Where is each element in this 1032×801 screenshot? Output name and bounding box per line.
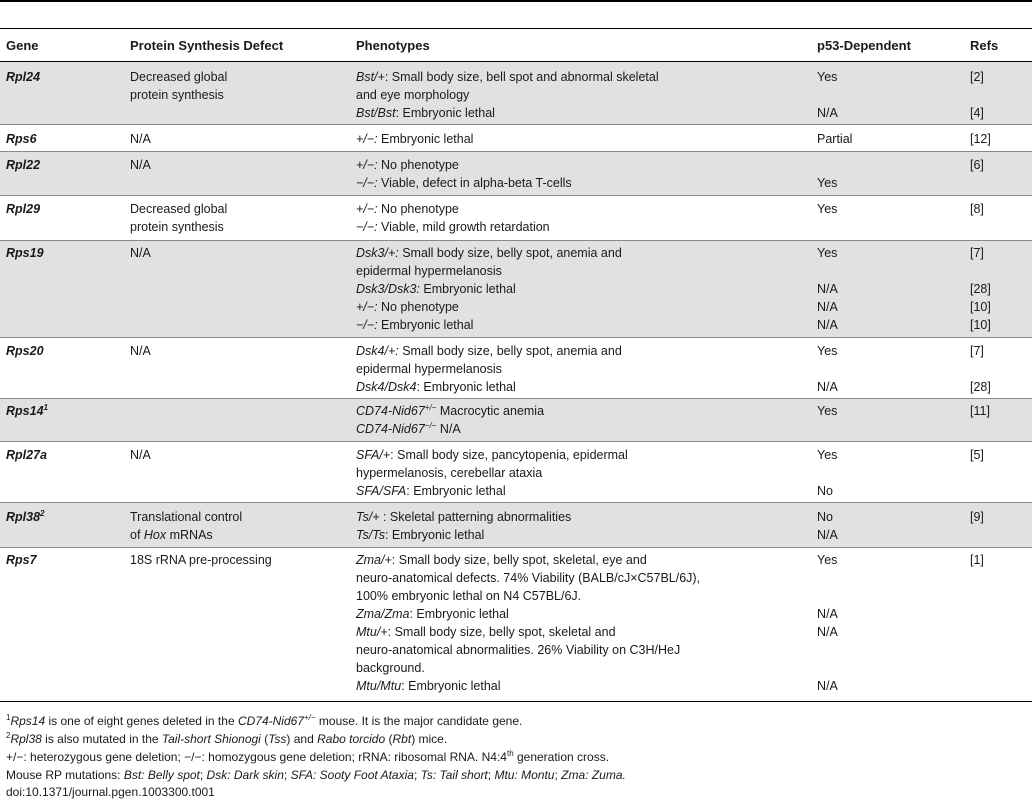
gene-name: Rps6 bbox=[6, 132, 37, 146]
doi-link[interactable]: doi:10.1371/journal.pgen.1003300.t001 bbox=[6, 785, 215, 799]
p53-value: Partial bbox=[817, 132, 853, 146]
phenotype-line: −/−: Viable, mild growth retardation bbox=[356, 220, 550, 234]
p53-value: No bbox=[817, 510, 833, 524]
phenotype-line: epidermal hypermelanosis bbox=[356, 362, 502, 376]
phenotype-line: Bst/+: Small body size, bell spot and abnormal skeletal bbox=[356, 70, 659, 84]
phenotype-line: +/−: No phenotype bbox=[356, 202, 459, 216]
phenotype-line: Mtu/Mtu: Embryonic lethal bbox=[356, 679, 501, 693]
gene-name: Rpl29 bbox=[6, 202, 41, 216]
p53-value: N/A bbox=[817, 528, 838, 542]
reference: [9] bbox=[970, 510, 984, 524]
p53-value: N/A bbox=[817, 318, 838, 332]
row-divider bbox=[0, 151, 1032, 152]
phenotype-line: CD74-Nid67−/− N/A bbox=[356, 420, 461, 436]
row-divider bbox=[0, 337, 1032, 338]
row-divider bbox=[0, 398, 1032, 399]
reference: [7] bbox=[970, 344, 984, 358]
p53-value: Yes bbox=[817, 404, 838, 418]
p53-value: N/A bbox=[817, 282, 838, 296]
phenotype-line: Dsk4/+: Small body size, belly spot, anemia and bbox=[356, 344, 622, 358]
gene-name: Rpl27a bbox=[6, 448, 47, 462]
gene-name: Rps19 bbox=[6, 246, 44, 260]
header-protein-synthesis-defect: Protein Synthesis Defect bbox=[130, 38, 284, 53]
phenotype-line: 100% embryonic lethal on N4 C57BL/6J. bbox=[356, 589, 582, 603]
table-row bbox=[0, 124, 1032, 151]
reference: [7] bbox=[970, 246, 984, 260]
phenotype-line: −/−: Viable, defect in alpha-beta T-cells bbox=[356, 176, 572, 190]
phenotype-line: +/−: No phenotype bbox=[356, 300, 459, 314]
p53-value: Yes bbox=[817, 553, 838, 567]
reference: [2] bbox=[970, 70, 984, 84]
phenotype-line: SFA/+: Small body size, pancytopenia, epidermal bbox=[356, 448, 628, 462]
gene-name: Rpl22 bbox=[6, 158, 41, 172]
reference: [6] bbox=[970, 158, 984, 172]
footnote-abbreviations: +/−: heterozygous gene deletion; −/−: homozygous gene deletion; rRNA: ribosomal RNA. N4:4th generation cross. bbox=[6, 749, 610, 764]
p53-value: No bbox=[817, 484, 833, 498]
header-gene: Gene bbox=[6, 38, 39, 53]
reference: [28] bbox=[970, 380, 991, 394]
protein-defect: Decreased global bbox=[130, 202, 228, 216]
p53-value: N/A bbox=[817, 380, 838, 394]
protein-defect: N/A bbox=[130, 158, 151, 172]
protein-defect: of Hox mRNAs bbox=[130, 528, 213, 542]
phenotype-line: and eye morphology bbox=[356, 88, 470, 102]
phenotype-line: Mtu/+: Small body size, belly spot, skeletal and bbox=[356, 625, 616, 639]
gene-name: Rpl24 bbox=[6, 70, 41, 84]
reference: [28] bbox=[970, 282, 991, 296]
phenotype-line: CD74-Nid67+/− Macrocytic anemia bbox=[356, 402, 545, 418]
protein-defect: Decreased global bbox=[130, 70, 228, 84]
p53-value: Yes bbox=[817, 344, 838, 358]
protein-defect: 18S rRNA pre-processing bbox=[130, 553, 272, 567]
row-divider bbox=[0, 195, 1032, 196]
header-refs: Refs bbox=[970, 38, 999, 53]
footnote-1: $^1$Rps14 is one of eight genes deleted in the CD74-Nid67+/− mouse. It is the major candidate gene. bbox=[6, 713, 523, 728]
reference: [8] bbox=[970, 202, 984, 216]
protein-defect: N/A bbox=[130, 344, 151, 358]
p53-value: N/A bbox=[817, 106, 838, 120]
table-bottom-rule bbox=[0, 701, 1032, 702]
p53-value: N/A bbox=[817, 300, 838, 314]
protein-defect: N/A bbox=[130, 132, 151, 146]
row-divider bbox=[0, 124, 1032, 125]
gene-name: Rps20 bbox=[6, 344, 44, 358]
row-divider bbox=[0, 547, 1032, 548]
phenotype-line: +/−: No phenotype bbox=[356, 158, 459, 172]
phenotype-line: Dsk4/Dsk4: Embryonic lethal bbox=[356, 380, 516, 394]
reference: [1] bbox=[970, 553, 984, 567]
phenotype-line: Dsk3/+: Small body size, belly spot, anemia and bbox=[356, 246, 622, 260]
p53-value: N/A bbox=[817, 607, 838, 621]
p53-value: Yes bbox=[817, 176, 838, 190]
phenotype-line: Ts/Ts: Embryonic lethal bbox=[356, 528, 485, 542]
reference: [5] bbox=[970, 448, 984, 462]
phenotype-line: −/−: Embryonic lethal bbox=[356, 318, 474, 332]
p53-value: Yes bbox=[817, 246, 838, 260]
phenotype-line: SFA/SFA: Embryonic lethal bbox=[356, 484, 506, 498]
p53-value: N/A bbox=[817, 625, 838, 639]
table-top-rule bbox=[0, 0, 1032, 2]
gene-name: $Rps14^1$ bbox=[6, 402, 48, 418]
reference: [10] bbox=[970, 318, 991, 332]
gene-name: $Rpl38^2$ bbox=[6, 508, 45, 524]
reference: [11] bbox=[970, 404, 990, 418]
protein-defect: protein synthesis bbox=[130, 220, 224, 234]
protein-defect: N/A bbox=[130, 448, 151, 462]
header-phenotypes: Phenotypes bbox=[356, 38, 430, 53]
phenotype-line: Zma/+: Small body size, belly spot, skeletal, eye and bbox=[356, 553, 647, 567]
reference: [10] bbox=[970, 300, 991, 314]
phenotype-line: Bst/Bst: Embryonic lethal bbox=[356, 106, 495, 120]
protein-defect: protein synthesis bbox=[130, 88, 224, 102]
phenotype-line: hypermelanosis, cerebellar ataxia bbox=[356, 466, 543, 480]
p53-value: Yes bbox=[817, 448, 838, 462]
phenotype-line: epidermal hypermelanosis bbox=[356, 264, 502, 278]
footnote-mutations: Mouse RP mutations: Bst: Belly spot; Dsk: Dark skin; SFA: Sooty Foot Ataxia; Ts: Tail short; Mtu: Montu; Zma: Zuma. bbox=[6, 768, 626, 782]
phenotype-line: Zma/Zma: Embryonic lethal bbox=[356, 607, 509, 621]
phenotype-line: background. bbox=[356, 661, 425, 675]
phenotype-line: neuro-anatomical defects. 74% Viability (BALB/cJ×C57BL/6J), bbox=[356, 571, 701, 585]
phenotype-line: Dsk3/Dsk3: Embryonic lethal bbox=[356, 282, 516, 296]
footnote-2: $^2$Rpl38 is also mutated in the Tail-short Shionogi (Tss) and Rabo torcido (Rbt) mice. bbox=[6, 731, 448, 746]
protein-defect: N/A bbox=[130, 246, 151, 260]
row-divider bbox=[0, 441, 1032, 442]
header-p53-dependent: p53-Dependent bbox=[817, 38, 911, 53]
row-divider bbox=[0, 240, 1032, 241]
protein-defect: Translational control bbox=[130, 510, 243, 524]
reference: [4] bbox=[970, 106, 984, 120]
table-header-top-rule bbox=[0, 28, 1032, 29]
reference: [12] bbox=[970, 132, 991, 146]
phenotype-line: +/−: Embryonic lethal bbox=[356, 132, 474, 146]
p53-value: Yes bbox=[817, 70, 838, 84]
p53-value: Yes bbox=[817, 202, 838, 216]
row-divider bbox=[0, 502, 1032, 503]
p53-value: N/A bbox=[817, 679, 838, 693]
phenotype-line: Ts/+ : Skeletal patterning abnormalities bbox=[356, 510, 572, 524]
phenotype-line: neuro-anatomical abnormalities. 26% Viability on C3H/HeJ bbox=[356, 643, 681, 657]
gene-name: Rps7 bbox=[6, 553, 37, 567]
